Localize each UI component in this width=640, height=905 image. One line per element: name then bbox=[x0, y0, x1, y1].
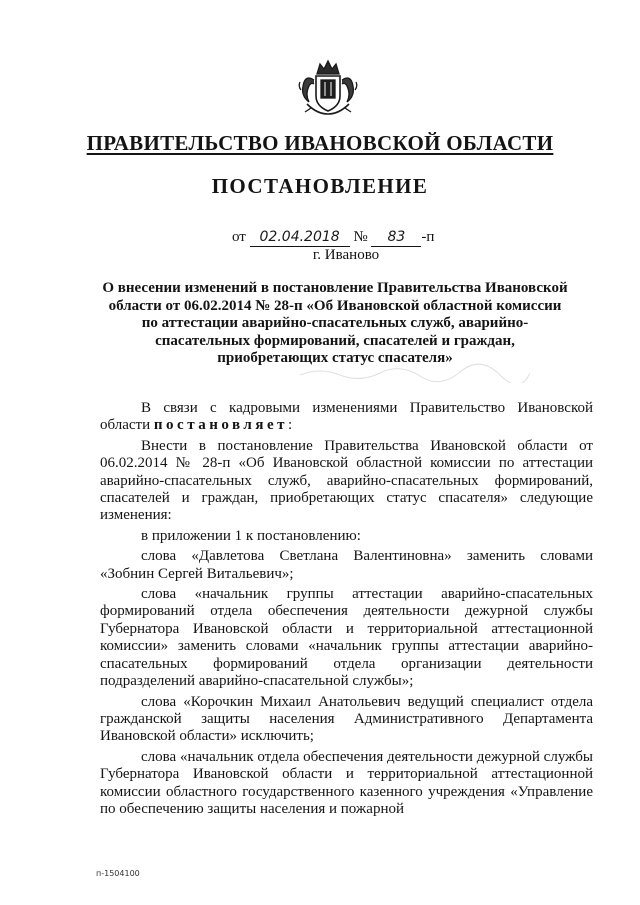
document-body bbox=[100, 400, 593, 821]
intro-paragraph bbox=[100, 400, 593, 435]
footer-code: п-1504100 bbox=[96, 869, 140, 878]
document-type: ПОСТАНОВЛЕНИЕ bbox=[211, 174, 429, 198]
body-paragraph-1: Внести в постановление Правительства Ивановской области от 06.02.2014 № 28-п «Об Ивановской областной комиссии по аттестации аварийно-спасательных служб, аварийно-спасательных формирований, спасателей и граждан, приобретающих статус спасателя» следующие изменения: bbox=[100, 437, 593, 524]
resolves-colon: : bbox=[288, 417, 293, 434]
body-paragraph-5: слова «Корочкин Михаил Анатольевич ведущий специалист отдела гражданской защиты населения Административного Департамента Ивановской области» исключить; bbox=[100, 693, 593, 745]
handwritten-number: 83 bbox=[371, 229, 421, 247]
government-title: ПРАВИТЕЛЬСТВО ИВАНОВСКОЙ ОБЛАСТИ bbox=[86, 131, 554, 155]
date-prefix: от bbox=[232, 229, 246, 245]
date-number-line bbox=[232, 229, 492, 247]
city: г. Иваново bbox=[312, 247, 380, 263]
intro-text: В связи с кадровыми изменениями Правительство Ивановской области bbox=[100, 400, 593, 434]
resolves-word: постановляет bbox=[153, 417, 288, 434]
ivanovo-coat-of-arms-icon bbox=[295, 56, 361, 118]
number-prefix: № bbox=[353, 229, 368, 245]
number-suffix: -п bbox=[421, 229, 435, 245]
body-paragraph-4: слова «начальник группы аттестации аварийно-спасательных формирований отдела обеспечения деятельности дежурной службы Губернатора Ивановской области и территориальной аттестационной комиссии» заменить словами «начальник группы аттестации аварийно-спасательных формирований отдела организации деятельности подразделений аварийно-спасательной службы»; bbox=[100, 586, 593, 690]
body-paragraph-3: слова «Давлетова Светлана Валентиновна» заменить словами «Зобнин Сергей Витальевич»; bbox=[100, 548, 593, 582]
body-paragraph-6: слова «начальник отдела обеспечения деятельности дежурной службы Губернатора Ивановской области и территориальной аттестационной комиссии областного государственного казенного учреждения «Управление по обеспечению защиты населения и пожарной bbox=[100, 748, 593, 817]
faint-stamp-trace bbox=[300, 363, 530, 383]
document-subject: О внесении изменений в постановление Правительства Ивановской области от 06.02.2014 № 28-п «Об Ивановской областной комиссии по аттестации аварийно-спасательных служб, аварийно-спасательных формирований, спасателей и граждан, приобретающих статус спасателя» bbox=[102, 280, 568, 367]
handwritten-date: 02.04.2018 bbox=[250, 229, 350, 247]
body-paragraph-2: в приложении 1 к постановлению: bbox=[141, 527, 361, 544]
